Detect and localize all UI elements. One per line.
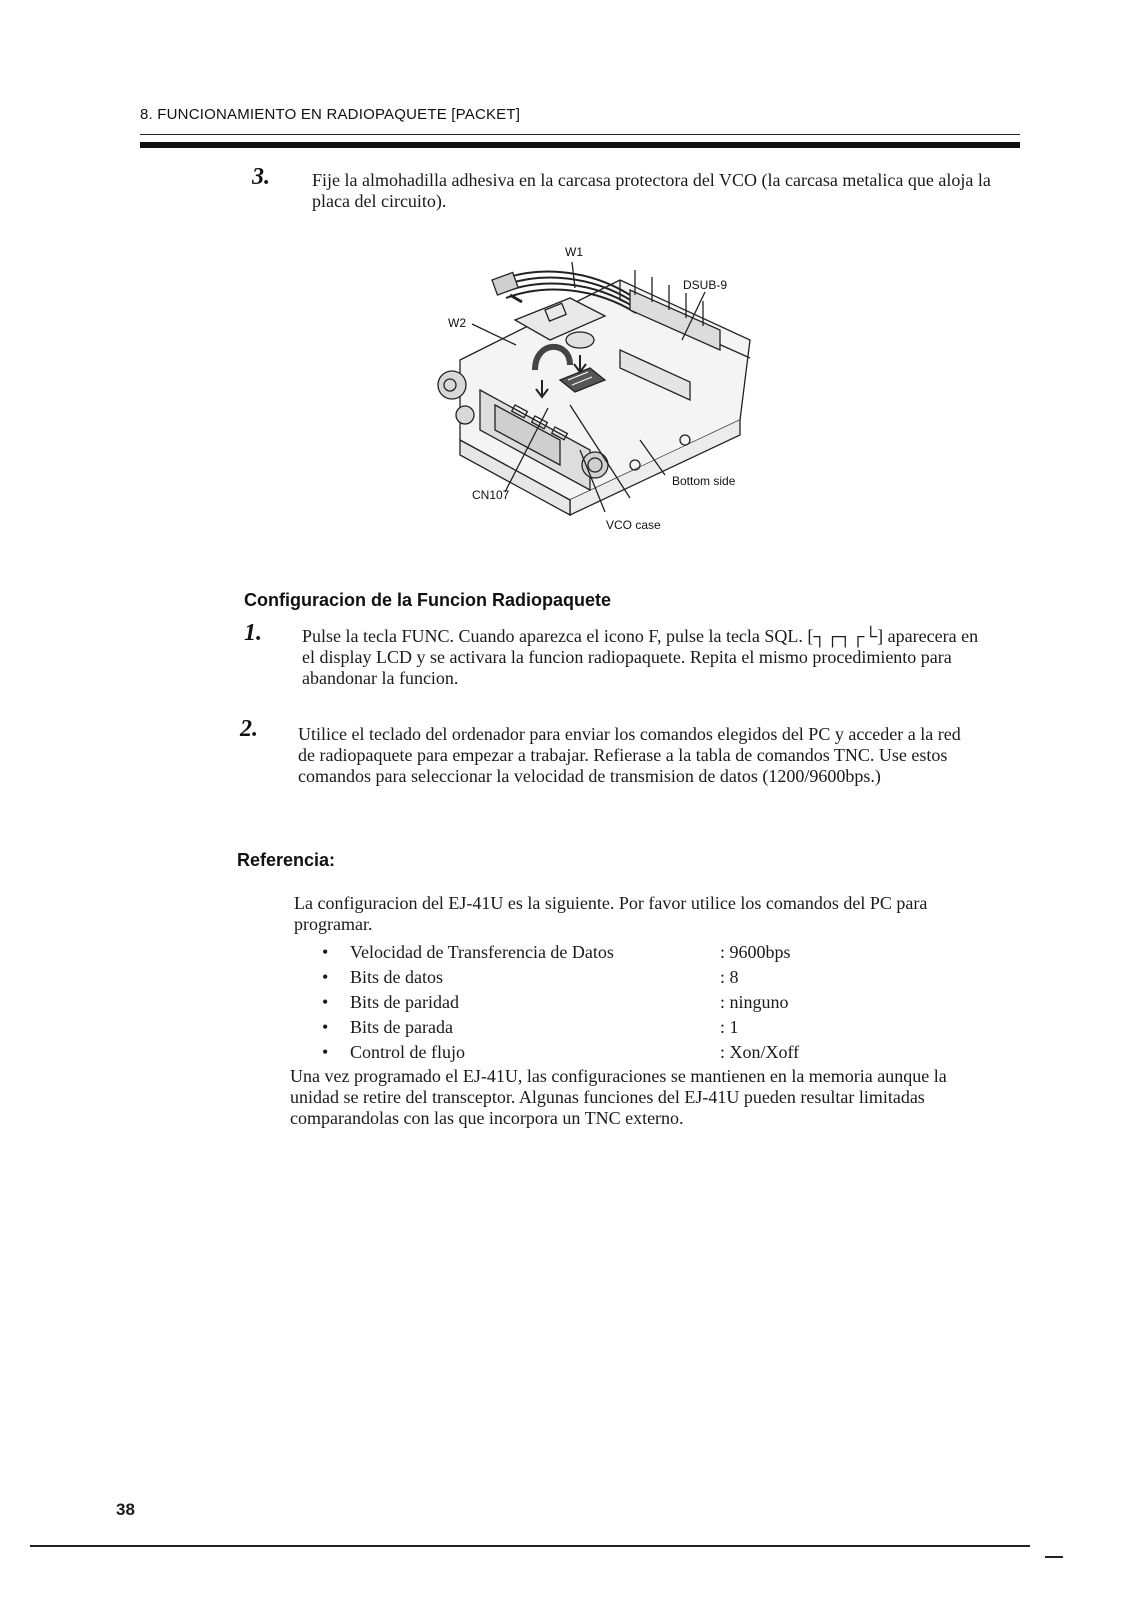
referencia-intro: La configuracion del EJ-41U es la siguiente. Por favor utilice los comandos del PC para programar. bbox=[294, 893, 928, 934]
spec-row bbox=[322, 1040, 822, 1065]
step-2-text: Utilice el teclado del ordenador para enviar los comandos elegidos del PC y acceder a la red de radiopaquete para empezar a trabajar. Refierase a la tabla de comandos TNC. Use estos comandos para seleccionar la velocidad de transmision de datos (1200/9600bps.) bbox=[298, 724, 961, 786]
spec-name: Bits de datos bbox=[350, 967, 443, 987]
spec-row bbox=[322, 965, 822, 990]
label-bottom-side: Bottom side bbox=[672, 474, 736, 488]
footer-dash bbox=[1045, 1556, 1063, 1558]
bullet: • bbox=[322, 1017, 329, 1037]
label-w1: W1 bbox=[565, 245, 583, 259]
spec-name: Velocidad de Transferencia de Datos bbox=[350, 942, 614, 962]
spec-row bbox=[322, 990, 822, 1015]
spec-list bbox=[322, 940, 822, 1065]
section-title-referencia: Referencia: bbox=[237, 850, 336, 870]
step-1-number: 1. bbox=[244, 620, 262, 646]
bullet: • bbox=[322, 992, 329, 1012]
spec-value: : 1 bbox=[720, 1017, 739, 1037]
header-rule-thin bbox=[140, 134, 1020, 135]
bullet: • bbox=[322, 1042, 329, 1062]
footer-rule bbox=[30, 1545, 1030, 1547]
step-3-text: Fije la almohadilla adhesiva en la carcasa protectora del VCO (la carcasa metalica que aloja la placa del circuito). bbox=[312, 170, 991, 211]
spec-value: : 9600bps bbox=[720, 942, 791, 962]
bullet: • bbox=[322, 942, 329, 962]
spec-value: : 8 bbox=[720, 967, 739, 987]
spec-name: Control de flujo bbox=[350, 1042, 465, 1062]
spec-value: : Xon/Xoff bbox=[720, 1042, 800, 1062]
section-title-config: Configuracion de la Funcion Radiopaquete bbox=[244, 590, 612, 610]
spec-value: : ninguno bbox=[720, 992, 789, 1012]
label-dsub9: DSUB-9 bbox=[683, 278, 728, 292]
step-2-number: 2. bbox=[240, 716, 258, 742]
label-vco-case: VCO case bbox=[606, 518, 661, 532]
spec-name: Bits de paridad bbox=[350, 992, 459, 1012]
spec-name: Bits de parada bbox=[350, 1017, 453, 1037]
referencia-outro: Una vez programado el EJ-41U, las configuraciones se mantienen en la memoria aunque la unidad se retire del transceptor. Algunas funciones del EJ-41U pueden resultar limitadas comparandolas con las que incorpora un TNC externo. bbox=[290, 1066, 947, 1128]
header-rule-thick bbox=[140, 142, 1020, 148]
label-cn107: CN107 bbox=[472, 488, 510, 502]
step-3-number: 3. bbox=[252, 164, 270, 190]
spec-row bbox=[322, 1015, 822, 1040]
step-1-text: Pulse la tecla FUNC. Cuando aparezca el icono F, pulse la tecla SQL. [┐┌┐┌└] aparecera en el display LCD y se activara la funcion radiopaquete. Repita el mismo procedimiento para abandonar la funcion. bbox=[302, 626, 979, 688]
spec-row bbox=[322, 940, 822, 965]
bullet: • bbox=[322, 967, 329, 987]
running-header: 8. FUNCIONAMIENTO EN RADIOPAQUETE [PACKET] bbox=[140, 106, 521, 123]
label-w2: W2 bbox=[448, 316, 466, 330]
page-number: 38 bbox=[116, 1500, 135, 1519]
